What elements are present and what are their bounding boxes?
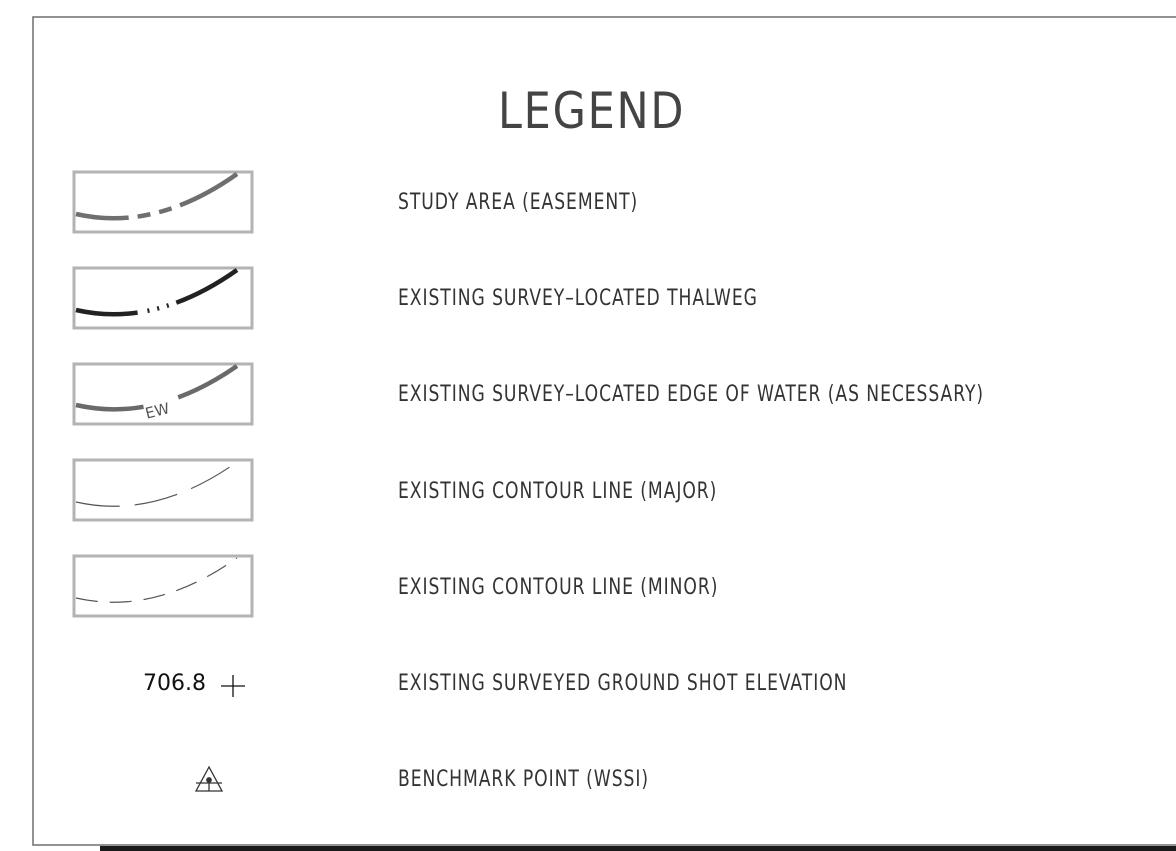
bottom-bar (100, 846, 1176, 851)
benchmark-triangle-icon (196, 767, 222, 791)
legend-item-ground-shot-label: EXISTING SURVEYED GROUND SHOT ELEVATION (398, 671, 848, 696)
legend-item-contour-minor-label: EXISTING CONTOUR LINE (MINOR) (398, 575, 719, 600)
legend-item-contour-major-label: EXISTING CONTOUR LINE (MAJOR) (398, 479, 718, 504)
legend-item-benchmark-label: BENCHMARK POINT (WSSI) (398, 767, 650, 792)
swatch-edge-of-water (74, 364, 252, 424)
legend-frame (33, 17, 1176, 845)
legend-title: LEGEND (498, 82, 686, 140)
swatch-thalweg (74, 268, 252, 328)
legend-item-study-area-label: STUDY AREA (EASEMENT) (398, 190, 639, 215)
plus-cross-icon (221, 675, 245, 697)
ground-shot-elevation-value: 706.8 (143, 671, 206, 696)
swatch-contour-major (74, 460, 252, 520)
swatch-study-area (74, 172, 252, 232)
legend-item-thalweg-label: EXISTING SURVEY–LOCATED THALWEG (398, 286, 758, 311)
legend-item-edge-of-water-label: EXISTING SURVEY–LOCATED EDGE OF WATER (AS NECESSARY) (398, 382, 985, 407)
swatch-contour-minor (74, 556, 252, 616)
ew-symbol-text: EW (143, 399, 172, 423)
